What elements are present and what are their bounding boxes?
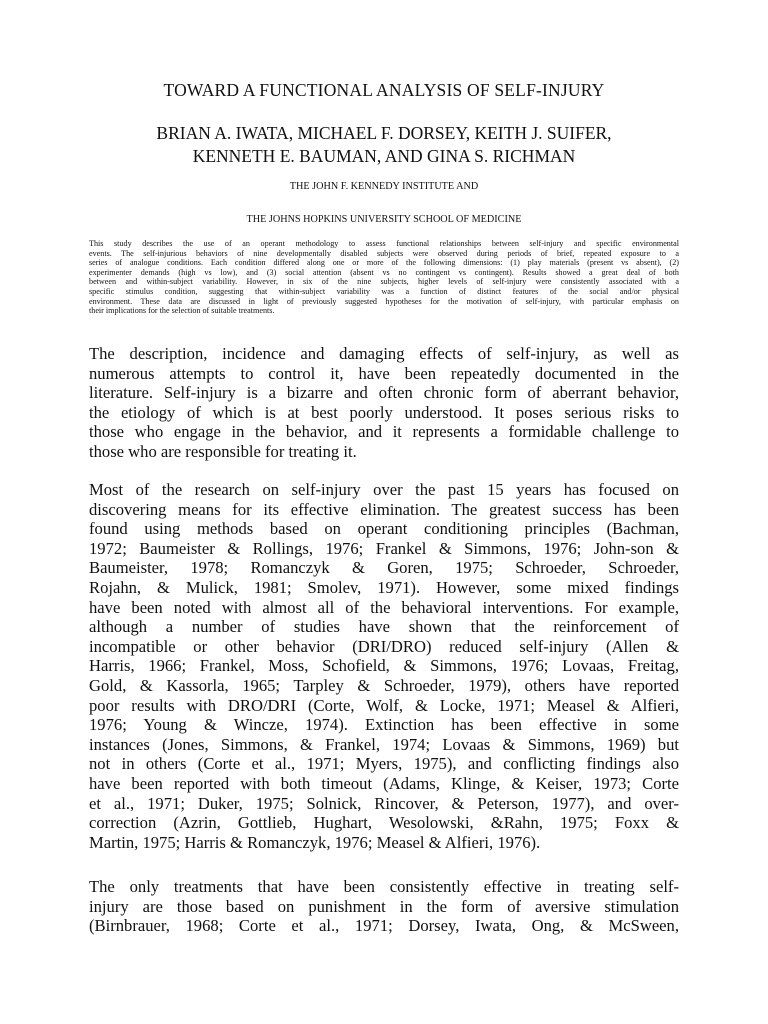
body-line: the etiology of which is at best poorly understood. It poses serious risks to [89, 402, 679, 422]
body-line: those who engage in the behavior, and it represents a formidable challenge to [89, 422, 679, 442]
body-line: Martin, 1975; Harris & Romanczyk, 1976; Measel & Alfieri, 1976). [89, 832, 541, 852]
abstract-line: their implications for the selection of suitable treatments. [89, 306, 275, 316]
body-line: not in others (Corte et al., 1971; Myers, 1975), and conflicting findings also [89, 754, 679, 774]
body-line: et al., 1971; Duker, 1975; Solnick, Rincover, & Peterson, 1977), and over- [89, 793, 679, 813]
abstract-line: This study describes the use of an operant methodology to assess functional relationships between self-injury and specific environmental [89, 239, 679, 248]
body-line: The only treatments that have been consistently effective in treating self- [89, 877, 679, 896]
institution-line: THE JOHN F. KENNEDY INSTITUTE AND [289, 181, 479, 192]
body-paragraph-2 [89, 480, 679, 852]
abstract [89, 239, 679, 316]
institution-line: THE JOHNS HOPKINS UNIVERSITY SCHOOL OF MEDICINE [246, 214, 522, 225]
body-line: 1976; Young & Wincze, 1974). Extinction has been effective in some [89, 715, 679, 735]
body-line: discovering means for its effective elimination. The greatest success has been [89, 499, 679, 519]
body-line: Rojahn, & Mulick, 1981; Smolev, 1971). However, some mixed findings [89, 577, 679, 597]
abstract-line: series of analogue conditions. Each condition differed along one or more of the following dimensions: (1) play materials (present vs absent), (2) [89, 258, 679, 268]
body-line: injury are those based on punishment in the form of aversive stimulation [89, 896, 679, 916]
body-line: The description, incidence and damaging effects of self-injury, as well as [89, 344, 679, 363]
body-line: poor results with DRO/DRI (Corte, Wolf, & Locke, 1971; Measel & Alfieri, [89, 695, 679, 715]
author-line: KENNETH E. BAUMAN, AND GINA S. RICHMAN [192, 146, 576, 166]
body-line: have been reported with both timeout (Adams, Klinge, & Keiser, 1973; Corte [89, 773, 679, 793]
body-line: have been noted with almost all of the behavioral interventions. For example, [89, 597, 679, 617]
abstract-line: between and within-subject variability. However, in six of the nine subjects, higher levels of self-injury were consistently associated with a [89, 277, 679, 287]
paper-title: TOWARD A FUNCTIONAL ANALYSIS OF SELF-INJURY [163, 80, 605, 100]
body-line: Gold, & Kassorla, 1965; Tarpley & Schroeder, 1979), others have reported [89, 675, 679, 695]
body-line: instances (Jones, Simmons, & Frankel, 1974; Lovaas & Simmons, 1969) but [89, 734, 679, 754]
body-line: (Birnbrauer, 1968; Corte et al., 1971; Dorsey, Iwata, Ong, & McSween, [89, 916, 679, 936]
body-line: Most of the research on self-injury over the past 15 years has focused on [89, 480, 679, 499]
author-line: BRIAN A. IWATA, MICHAEL F. DORSEY, KEITH J. SUIFER, [156, 123, 612, 143]
body-line: incompatible or other behavior (DRI/DRO) reduced self-injury (Allen & [89, 636, 679, 656]
body-paragraph-3 [89, 877, 679, 936]
body-line: found using methods based on operant conditioning principles (Bachman, [89, 519, 679, 539]
abstract-line: specific stimulus condition, suggesting that within-subject variability was a function of distinct features of the social and/or physical [89, 286, 679, 296]
body-paragraph-1 [89, 344, 679, 462]
abstract-line: experimenter demands (high vs low), and (3) social attention (absent vs no contingent vs contingent). Results showed a great deal of both [89, 267, 679, 277]
author-list [0, 122, 768, 168]
abstract-line: events. The self-injurious behaviors of nine developmentally disabled subjects were observed during periods of brief, repeated exposure to a [89, 248, 679, 258]
body-line: numerous attempts to control it, have been repeatedly documented in the [89, 363, 679, 383]
body-line: literature. Self-injury is a bizarre and often chronic form of aberrant behavior, [89, 383, 679, 403]
body-line: correction (Azrin, Gottlieb, Hughart, Wesolowski, &Rahn, 1975; Foxx & [89, 813, 679, 833]
body-line: 1972; Baumeister & Rollings, 1976; Frankel & Simmons, 1976; John-son & [89, 538, 679, 558]
body-line: although a number of studies have shown that the reinforcement of [89, 617, 679, 637]
body-line: Baumeister, 1978; Romanczyk & Goren, 1975; Schroeder, Schroeder, [89, 558, 679, 578]
body-line: those who are responsible for treating it. [89, 441, 357, 461]
abstract-line: environment. These data are discussed in light of previously suggested hypotheses for the motivation of self-injury, with particular emphasis on [89, 296, 679, 306]
body-line: Harris, 1966; Frankel, Moss, Schofield, & Simmons, 1976; Lovaas, Freitag, [89, 656, 679, 676]
